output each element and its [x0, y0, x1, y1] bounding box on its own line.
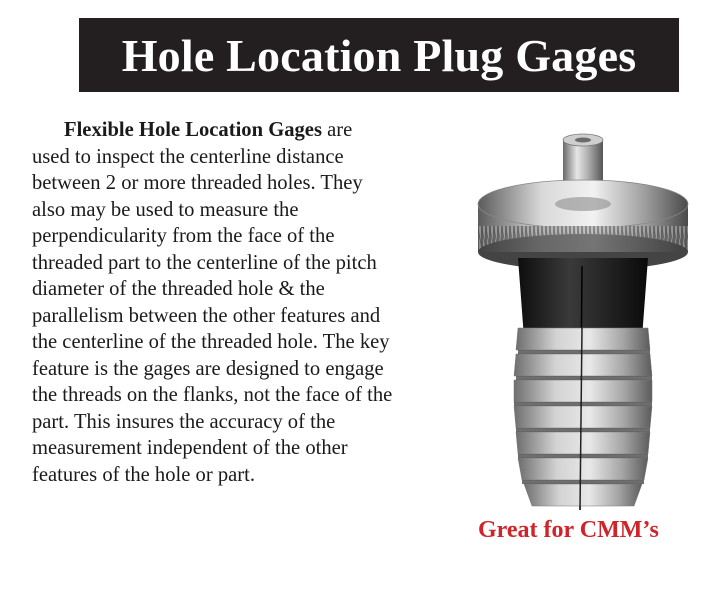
lead-phrase: Flexible Hole Location Gages	[64, 119, 322, 141]
description-line: measurement independent of the other	[32, 437, 348, 459]
title-banner	[79, 18, 679, 92]
description-line: part. This insures the accuracy of the	[32, 410, 336, 433]
description-line: diameter of the threaded hole & the	[32, 278, 325, 300]
page-title: Hole Location Plug Gages	[121, 29, 637, 81]
description-line: parallelism between the other features and	[32, 304, 381, 327]
description-line: used to inspect the centerline distance	[32, 145, 344, 168]
description-line: the centerline of the threaded hole. The key	[32, 331, 390, 353]
tagline: Great for CMM’s	[478, 517, 659, 543]
description-line: feature is the gages are designed to engage	[32, 357, 384, 380]
description-line-text: are	[321, 119, 353, 141]
description-line: features of the hole or part.	[32, 463, 256, 486]
description-line: between 2 or more threaded holes. They	[32, 172, 363, 194]
plug-gage-photo	[470, 118, 700, 513]
description-line: the threads on the flanks, not the face of the	[32, 384, 393, 406]
description-line	[32, 117, 462, 144]
description-line: threaded part to the centerline of the pitch	[32, 251, 377, 274]
description-paragraph	[32, 117, 462, 488]
description-line: perpendicularity from the face of the	[32, 225, 335, 247]
description-line: also may be used to measure the	[32, 198, 299, 221]
